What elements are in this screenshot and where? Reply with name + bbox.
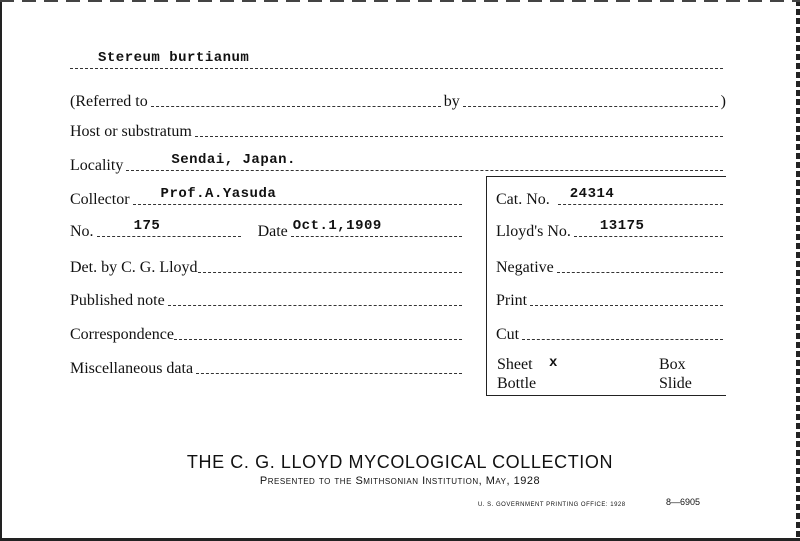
sheet-label: Sheet: [497, 356, 533, 373]
correspondence-label: Correspondence: [70, 326, 174, 343]
collector-line: [133, 186, 462, 205]
host-line: [195, 136, 723, 137]
collector-row: [70, 186, 465, 208]
lloyds-line: [574, 218, 723, 237]
locality-label: Locality: [70, 157, 124, 174]
misc-label: Miscellaneous data: [70, 360, 194, 377]
locality-row: [70, 152, 726, 174]
referred-row: [70, 88, 726, 110]
referred-by-label: by: [443, 93, 460, 110]
published-row: [70, 287, 465, 309]
collector-label: Collector: [70, 191, 130, 208]
card-top-edge: [0, 0, 800, 2]
host-label: Host or substratum: [70, 123, 192, 140]
right-box-bottom-border: [486, 395, 726, 396]
negative-label: Negative: [496, 259, 554, 276]
species-row: [70, 50, 726, 72]
referred-label: (Referred to: [70, 93, 148, 110]
date-value: Oct.1,1909: [292, 218, 382, 234]
negative-line: [557, 272, 723, 273]
collector-value: Prof.A.Yasuda: [160, 186, 277, 202]
host-row: [70, 118, 726, 140]
date-label: Date: [257, 223, 288, 240]
number-label: No.: [70, 223, 94, 240]
bottle-label: Bottle: [497, 375, 537, 392]
cat-value: 24314: [569, 186, 615, 202]
cut-label: Cut: [496, 326, 520, 343]
species-line: [70, 50, 723, 69]
lloyds-row: [496, 218, 726, 240]
number-date-row: [70, 218, 465, 240]
sheet-mark: x: [549, 355, 558, 371]
locality-line: [126, 152, 723, 171]
species-value: Stereum burtianum: [98, 50, 250, 66]
det-label: Det. by C. G. Lloyd: [70, 259, 198, 276]
published-line: [168, 305, 462, 306]
referred-close: ): [720, 93, 726, 110]
print-row: [496, 287, 726, 309]
date-line: [291, 218, 462, 237]
published-label: Published note: [70, 292, 165, 309]
lloyds-value: 13175: [599, 218, 645, 234]
cat-label: Cat. No.: [496, 191, 550, 208]
print-label: Print: [496, 292, 528, 309]
misc-line: [196, 373, 462, 374]
cut-line: [522, 339, 723, 340]
number-value: 175: [133, 218, 161, 234]
correspondence-line: [174, 339, 462, 340]
printer-imprint: U. S. GOVERNMENT PRINTING OFFICE: 1928: [478, 502, 626, 508]
form-number: 8—6905: [666, 497, 701, 507]
misc-row: [70, 355, 465, 377]
right-box-top-border: [486, 176, 726, 177]
right-box-left-border: [486, 176, 487, 396]
correspondence-row: [70, 321, 465, 343]
cat-row: [496, 186, 726, 208]
print-line: [530, 305, 723, 306]
number-line: [97, 218, 241, 237]
locality-value: Sendai, Japan.: [171, 152, 296, 168]
det-row: [70, 254, 465, 276]
cat-line: [558, 186, 723, 205]
referred-line: [151, 106, 441, 107]
lloyds-label: Lloyd's No.: [496, 223, 571, 240]
negative-row: [496, 254, 726, 276]
det-line: [198, 272, 462, 273]
box-label: Box: [659, 356, 686, 373]
collection-subtitle: Presented to the Smithsonian Institution, May, 1928: [259, 475, 541, 487]
cut-row: [496, 321, 726, 343]
referred-by-line: [463, 106, 718, 107]
slide-label: Slide: [659, 375, 692, 392]
collection-title: THE C. G. LLOYD MYCOLOGICAL COLLECTION: [186, 452, 614, 472]
